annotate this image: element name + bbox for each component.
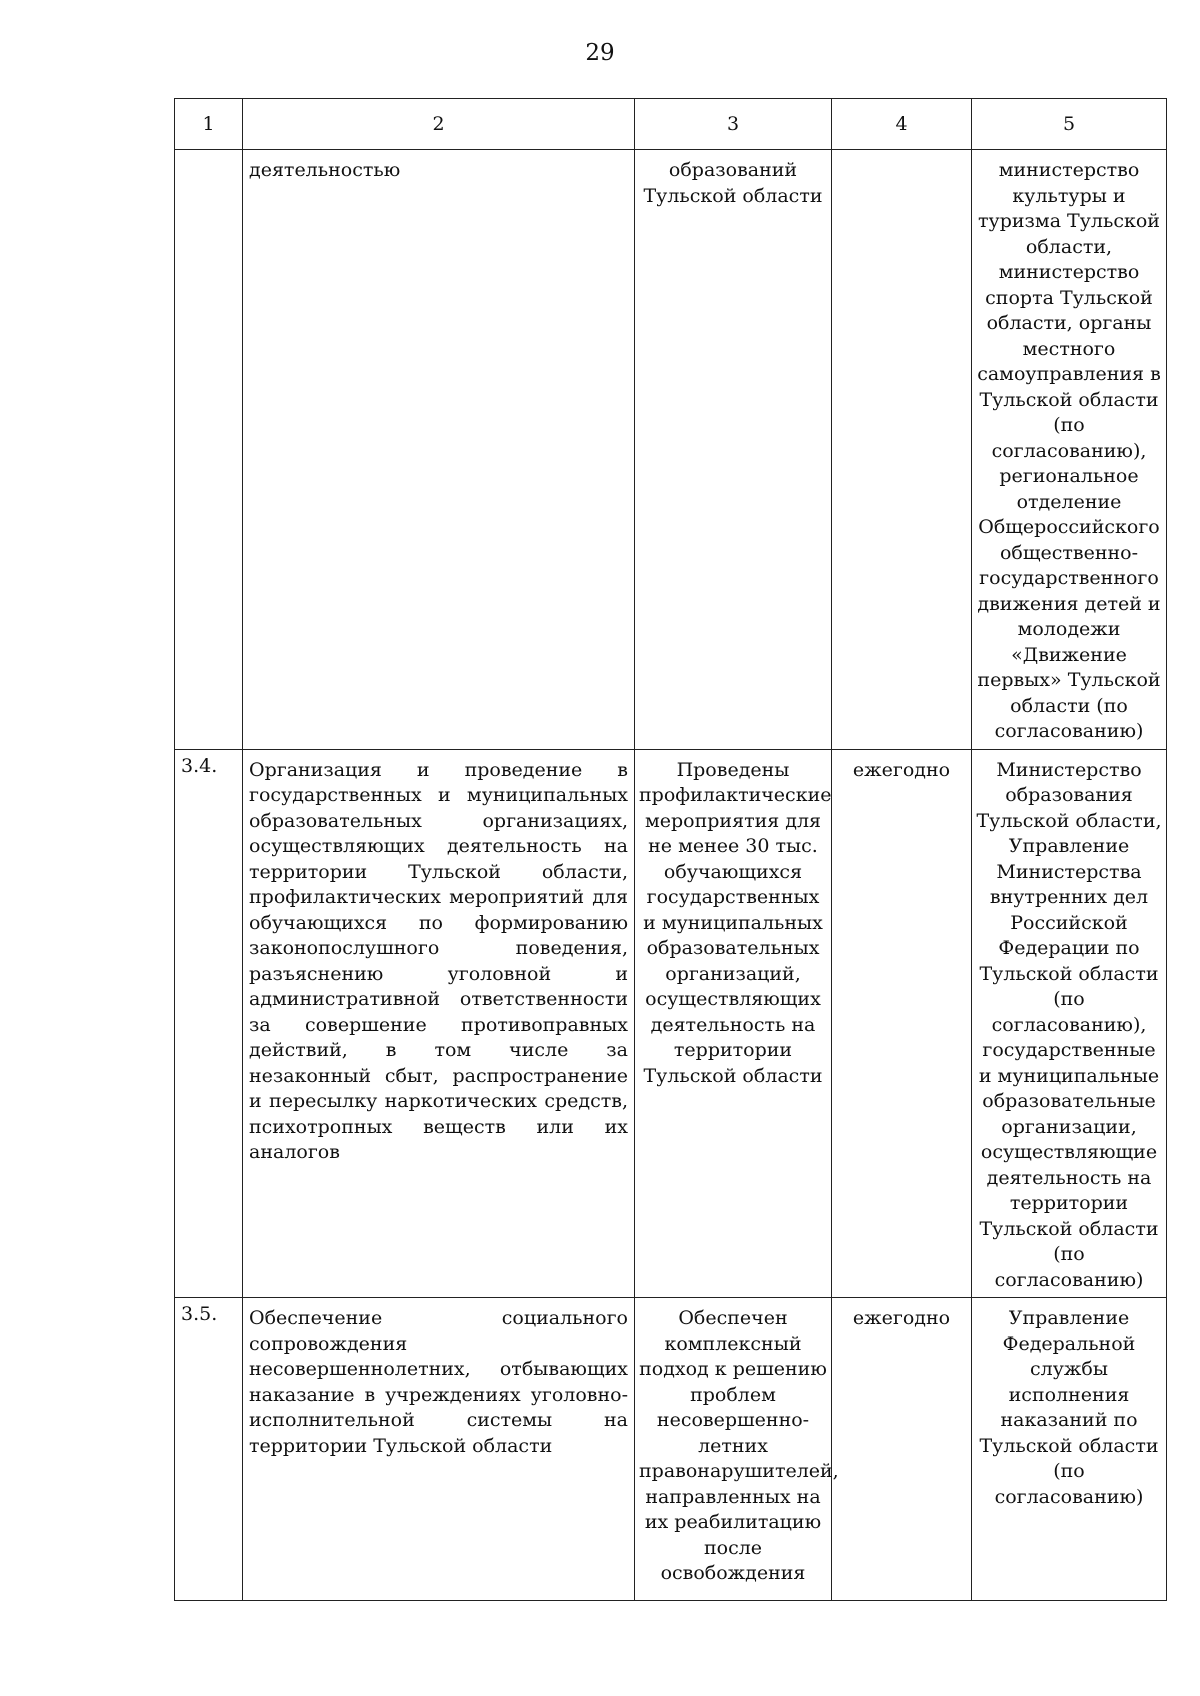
table-row	[175, 749, 1167, 1298]
header-col-1: 1	[175, 99, 243, 150]
header-col-4: 4	[832, 99, 972, 150]
row-number: 3.5.	[175, 1298, 243, 1601]
header-col-2: 2	[243, 99, 635, 150]
table-row	[175, 150, 1167, 750]
header-col-5: 5	[972, 99, 1167, 150]
row-executors: Министерство образования Тульской области, Управление Министерства внутренних дел Российской Федерации по Тульской области (по согласованию), государственные и муниципальные образовательные организации, осуществляющие деятельность на территории Тульской области (по согласованию)	[972, 749, 1167, 1298]
row-activity: Обеспечение социального сопровождения несовершеннолетних, отбывающих наказание в учреждениях уголовно-исполнительной системы на территории Тульской области	[243, 1298, 635, 1601]
table-header-row	[175, 99, 1167, 150]
header-col-3: 3	[635, 99, 832, 150]
row-result: Проведены профилактические мероприятия для не менее 30 тыс. обучающихся государственных и муниципальных образовательных организаций, осуществляющих деятельность на территории Тульской области	[635, 749, 832, 1298]
row-term: ежегодно	[832, 1298, 972, 1601]
row-result: образований Тульской области	[635, 150, 832, 750]
row-activity: Организация и проведение в государственных и муниципальных образовательных организациях, осуществляющих деятельность на территории Тульской области, профилактических мероприятий для обучающихся по формированию законопослушного поведения, разъяснению уголовной и административной ответственности за совершение противоправных действий, в том числе за незаконный сбыт, распространение и пересылку наркотических средств, психотропных веществ или их аналогов	[243, 749, 635, 1298]
row-executors: Управление Федеральной службы исполнения наказаний по Тульской области (по согласованию)	[972, 1298, 1167, 1601]
row-result: Обеспечен комплексный подход к решению проблем несовершенно-летних правонарушителей, направленных на их реабилитацию после освобождения	[635, 1298, 832, 1601]
row-number: 3.4.	[175, 749, 243, 1298]
row-term: ежегодно	[832, 749, 972, 1298]
measures-table	[174, 98, 1167, 1601]
row-number	[175, 150, 243, 750]
page-number: 29	[585, 40, 615, 66]
row-executors: министерство культуры и туризма Тульской области, министерство спорта Тульской области, органы местного самоуправления в Тульской области (по согласованию), региональное отделение Общероссийского общественно-государственного движения детей и молодежи «Движение первых» Тульской области (по согласованию)	[972, 150, 1167, 750]
table-row	[175, 1298, 1167, 1601]
row-activity: деятельностью	[243, 150, 635, 750]
row-term	[832, 150, 972, 750]
